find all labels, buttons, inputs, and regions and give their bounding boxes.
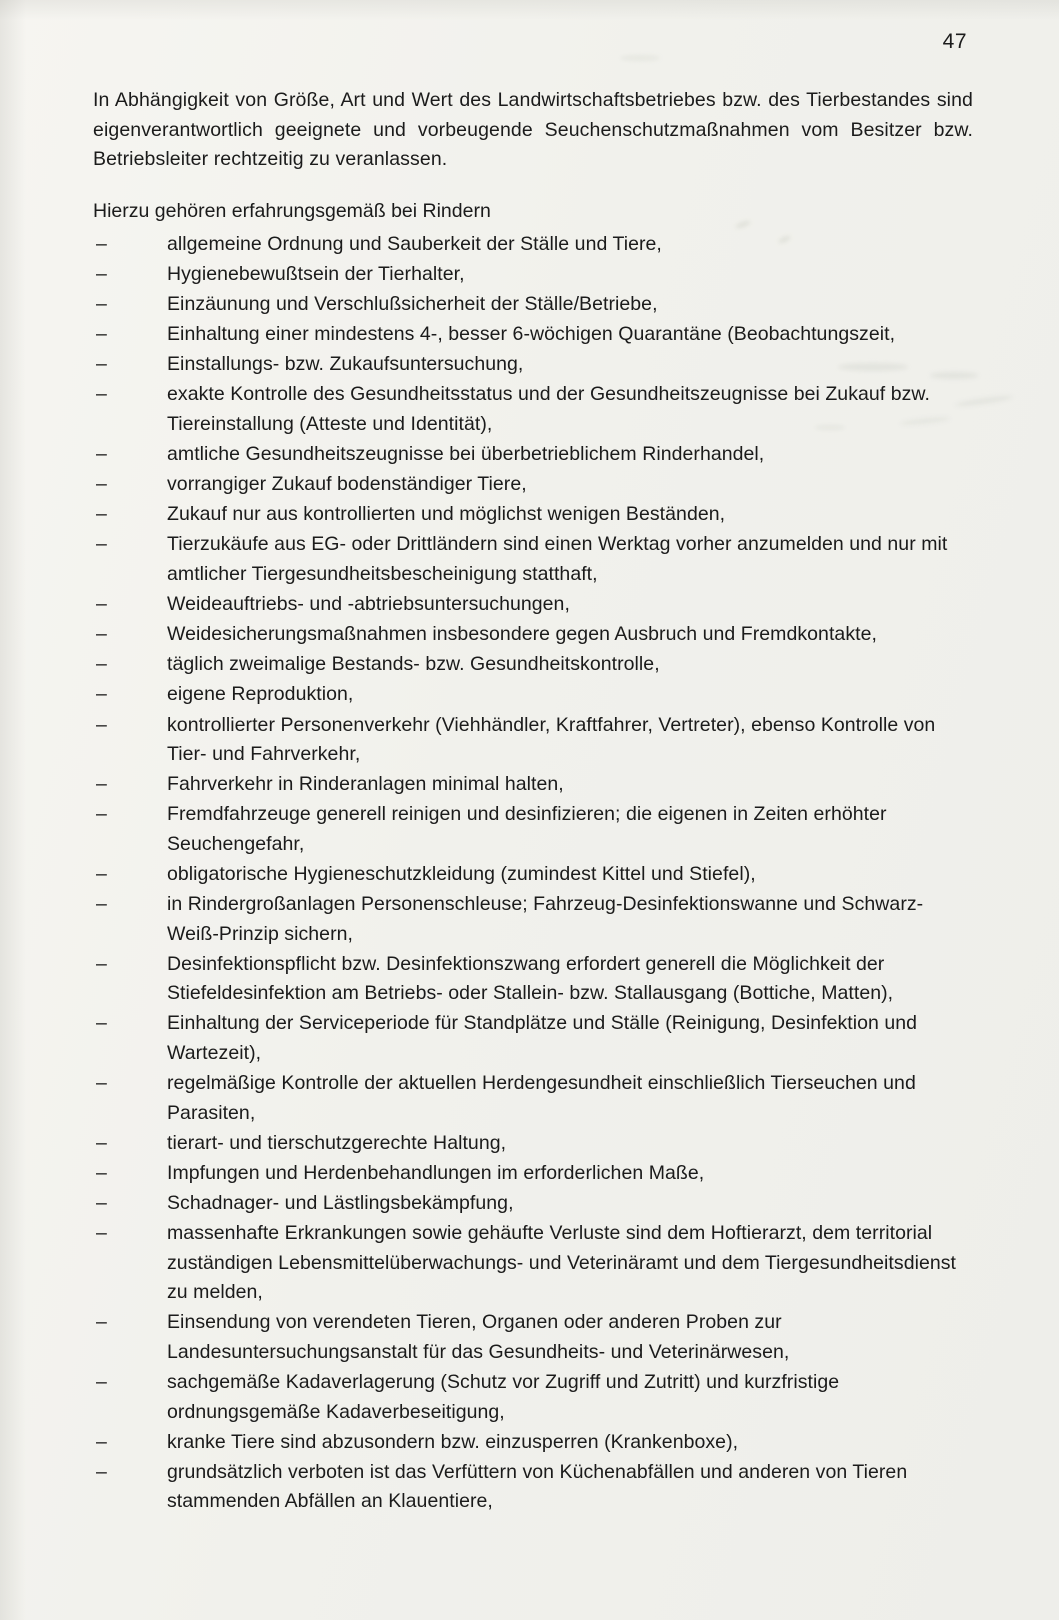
list-item xyxy=(93,1189,973,1219)
list-item xyxy=(93,1069,973,1128)
list-item-text: Schadnager- und Lästlingsbekämpfung, xyxy=(167,1192,514,1214)
list-item xyxy=(93,1159,973,1189)
list-item xyxy=(93,350,973,380)
list-item-text: kontrollierter Personenverkehr (Viehhändler, Kraftfahrer, Vertreter), ebenso Kontrolle von Tier- und Fahrverkehr, xyxy=(167,713,936,766)
list-item xyxy=(93,530,973,589)
list-item xyxy=(93,320,973,350)
bullet-dash-icon: – xyxy=(96,803,107,826)
list-item xyxy=(93,620,973,650)
list-item-text: tierart- und tierschutzgerechte Haltung, xyxy=(167,1131,507,1154)
bullet-dash-icon: – xyxy=(96,1371,107,1394)
list-item-text: eigene Reproduktion, xyxy=(167,683,354,706)
list-item-text: allgemeine Ordnung und Sauberkeit der Ställe und Tiere, xyxy=(167,233,662,255)
bullet-dash-icon: – xyxy=(96,593,107,616)
bullet-dash-icon: – xyxy=(96,1192,107,1214)
list-item-text: vorrangiger Zukauf bodenständiger Tiere, xyxy=(167,473,527,496)
bullet-dash-icon: – xyxy=(96,773,107,796)
list-item-text: Tierzukäufe aus EG- oder Drittländern sind einen Werktag vorher anzumelden und nur mit amtlicher Tiergesundheitsbescheinigung statthaft, xyxy=(167,533,948,586)
list-item-text: Einsendung von verendeten Tieren, Organen oder anderen Proben zur Landesuntersuchungsanstalt für das Gesundheits- und Veterinärwesen, xyxy=(167,1311,790,1363)
list-lead-in: Hierzu gehören erfahrungsgemäß bei Rindern xyxy=(93,199,491,222)
list-item-text: amtliche Gesundheitszeugnisse bei überbetrieblichem Rinderhandel, xyxy=(167,443,765,466)
list-item xyxy=(93,860,973,890)
bullet-dash-icon: – xyxy=(96,713,107,736)
list-item-text: kranke Tiere sind abzusondern bzw. einzusperren (Krankenboxe), xyxy=(167,1430,739,1453)
intro-paragraph: In Abhängigkeit von Größe, Art und Wert des Landwirtschaftsbetriebes bzw. des Tierbestandes sind eigenverantwortlich geeignete und vorbeugende Seuchenschutzmaßnahmen vom Besitzer bzw. Betriebsleiter rechtzeitig zu veranlassen. xyxy=(93,89,973,170)
bullet-dash-icon: – xyxy=(96,503,107,526)
bullet-dash-icon: – xyxy=(96,533,107,556)
bullet-dash-icon: – xyxy=(96,952,107,975)
bullet-dash-icon: – xyxy=(96,263,107,286)
bullet-dash-icon: – xyxy=(96,1012,107,1035)
bullet-dash-icon: – xyxy=(96,443,107,466)
list-item-text: regelmäßige Kontrolle der aktuellen Herdengesundheit einschließlich Tierseuchen und Parasiten, xyxy=(167,1072,916,1124)
bullet-dash-icon: – xyxy=(96,1131,107,1154)
list-item xyxy=(93,260,973,290)
page-edge-shadow-top xyxy=(0,0,1059,20)
bullet-dash-icon: – xyxy=(96,893,107,916)
list-item xyxy=(93,1368,973,1427)
bullet-dash-icon: – xyxy=(96,1430,107,1453)
list-item xyxy=(93,500,973,530)
list-item-text: Weideauftriebs- und -abtriebsuntersuchungen, xyxy=(167,593,570,616)
list-item-text: grundsätzlich verboten ist das Verfüttern von Küchenabfällen und anderen von Tieren stammenden Abfällen an Klauentiere, xyxy=(167,1460,908,1513)
list-item-text: exakte Kontrolle des Gesundheitsstatus und der Gesundheitszeugnisse bei Zukauf bzw. Tiereinstallung (Atteste und Identität), xyxy=(167,383,930,436)
list-item-text: obligatorische Hygieneschutzkleidung (zumindest Kittel und Stiefel), xyxy=(167,862,756,885)
list-item-text: Impfungen und Herdenbehandlungen im erforderlichen Maße, xyxy=(167,1161,705,1184)
bullet-dash-icon: – xyxy=(96,323,107,346)
bullet-dash-icon: – xyxy=(96,293,107,316)
list-item xyxy=(93,1458,973,1517)
bullet-dash-icon: – xyxy=(96,1072,107,1095)
list-item-text: Einhaltung der Serviceperiode für Standplätze und Ställe (Reinigung, Desinfektion und Wartezeit), xyxy=(167,1012,918,1065)
list-item-text: täglich zweimalige Bestands- bzw. Gesundheitskontrolle, xyxy=(167,653,660,676)
list-item xyxy=(93,950,973,1009)
list-item-text: Fahrverkehr in Rinderanlagen minimal halten, xyxy=(167,773,564,796)
bullet-dash-icon: – xyxy=(96,623,107,646)
list-item xyxy=(93,440,973,470)
list-item xyxy=(93,770,973,800)
list-item xyxy=(93,1308,973,1367)
bullet-dash-icon: – xyxy=(96,1460,107,1483)
list-item-text: Zukauf nur aus kontrollierten und möglichst wenigen Beständen, xyxy=(167,503,726,526)
list-item xyxy=(93,890,973,949)
list-item xyxy=(93,1129,973,1159)
list-item xyxy=(93,470,973,500)
list-item-text: Desinfektionspflicht bzw. Desinfektionszwang erfordert generell die Möglichkeit der Stiefeldesinfektion am Betriebs- oder Stallein- bzw. Stallausgang (Bottiche, Matten), xyxy=(167,952,894,1005)
list-item xyxy=(93,800,973,859)
bullet-dash-icon: – xyxy=(96,233,107,255)
list-item xyxy=(93,711,973,770)
bullet-dash-icon: – xyxy=(96,1222,107,1245)
list-item-text: Fremdfahrzeuge generell reinigen und desinfizieren; die eigenen in Zeiten erhöhter Seuchengefahr, xyxy=(167,803,887,855)
list-item xyxy=(93,590,973,620)
bullet-dash-icon: – xyxy=(96,653,107,676)
list-item xyxy=(93,290,973,320)
list-item xyxy=(93,1009,973,1068)
list-item xyxy=(93,650,973,680)
page-number: 47 xyxy=(942,30,967,53)
list-item xyxy=(93,230,973,260)
list-item-text: Weidesicherungsmaßnahmen insbesondere gegen Ausbruch und Fremdkontakte, xyxy=(167,623,877,646)
page-edge-shadow-left xyxy=(0,0,26,1620)
bullet-dash-icon: – xyxy=(96,1161,107,1184)
list-item xyxy=(93,1219,973,1308)
bullet-dash-icon: – xyxy=(96,473,107,496)
bullet-dash-icon: – xyxy=(96,862,107,885)
bullet-dash-icon: – xyxy=(96,1311,107,1334)
list-item xyxy=(93,680,973,710)
list-item-text: Einstallungs- bzw. Zukaufsuntersuchung, xyxy=(167,353,524,376)
bullet-dash-icon: – xyxy=(96,353,107,376)
list-item-text: in Rindergroßanlagen Personenschleuse; Fahrzeug-Desinfektionswanne und Schwarz-Weiß-Prinzip sichern, xyxy=(167,893,924,945)
list-item-text: massenhafte Erkrankungen sowie gehäufte Verluste sind dem Hoftierarzt, dem territorial zuständigen Lebensmittelüberwachungs- und Veterinäramt und dem Tiergesundheitsdienst zu melden, xyxy=(167,1222,957,1304)
list-item xyxy=(93,1428,973,1458)
scan-artifact xyxy=(620,55,660,61)
list-item-text: Einzäunung und Verschlußsicherheit der Ställe/Betriebe, xyxy=(167,293,658,316)
list-item-text: sachgemäße Kadaverlagerung (Schutz vor Zugriff und Zutritt) und kurzfristige ordnungsgemäße Kadaverbeseitigung, xyxy=(167,1371,840,1423)
bullet-dash-icon: – xyxy=(96,683,107,706)
list-item-text: Hygienebewußtsein der Tierhalter, xyxy=(167,263,465,286)
list-item-text: Einhaltung einer mindestens 4-, besser 6-wöchigen Quarantäne (Beobachtungszeit, xyxy=(167,323,896,346)
bullet-dash-icon: – xyxy=(96,383,107,406)
page-content xyxy=(93,86,973,1518)
list-item xyxy=(93,380,973,439)
measures-list xyxy=(93,230,973,1517)
